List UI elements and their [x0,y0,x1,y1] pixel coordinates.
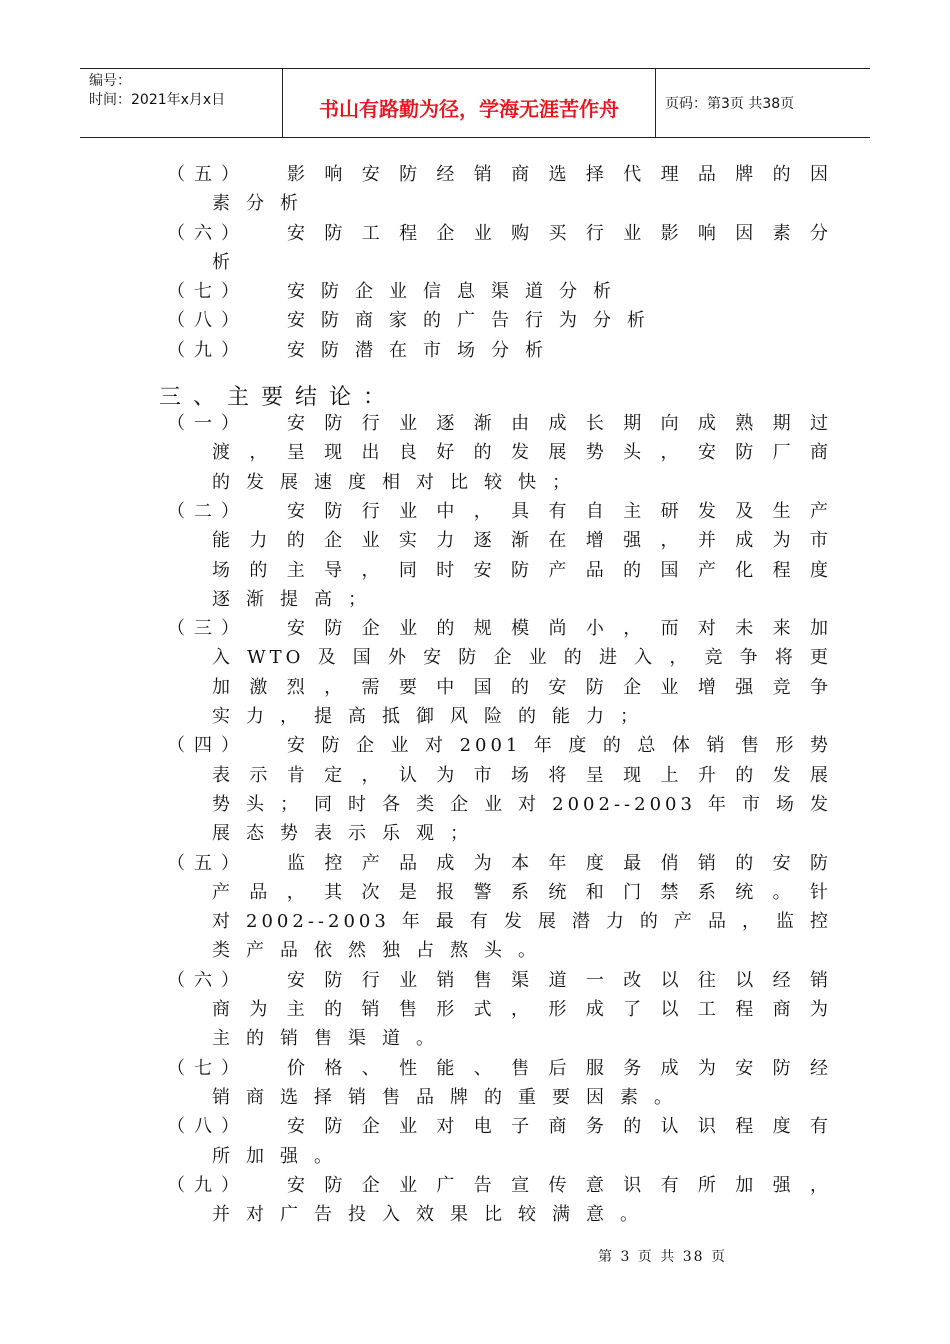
item-number: （一） [167,413,248,435]
item-number: （七） [167,1057,248,1079]
item-line: 安防企业信息渠道分析 [287,281,627,303]
list-item [167,966,832,1054]
item-number: （六） [167,969,248,991]
item-line: 类产品依然独占熬头。 [212,940,552,962]
item-line: 安防行业销售渠道一改以往以经销 [287,969,832,991]
page-header [80,68,870,138]
item-line: 产品，其次是报警系统和门禁系统。针 [212,881,832,903]
item-text [212,219,832,278]
item-line: 安防企业对2001年度的总体销售形势 [287,735,832,757]
list-item [167,277,832,306]
item-line: 素分析 [212,193,314,215]
item-line: 安防商家的广告行为分析 [287,310,661,332]
item-number: （六） [167,222,248,244]
document-body [159,160,832,1229]
list-item [167,497,832,614]
item-number: （三） [167,618,248,640]
item-line: 销商选择销售品牌的重要因素。 [212,1086,688,1108]
header-meta [80,69,283,137]
item-text [212,1112,832,1171]
item-number: （八） [167,310,248,332]
doc-number-label: 编号： [89,73,131,89]
item-line: 表示肯定，认为市场将呈现上升的发展 [212,764,832,786]
item-text [212,731,832,848]
list-item [167,160,832,219]
item-text [212,409,832,497]
item-text [212,614,832,731]
item-number: （九） [167,1174,248,1196]
item-line: 实力，提高抵御风险的能力； [212,706,654,728]
conclusions-list [167,409,832,1229]
header-motto: 书山有路勤为径，学海无涯苦作舟 [283,69,656,137]
list-item [167,336,832,365]
item-line: 入WTO及国外安防企业的进入，竞争将更 [212,647,832,669]
item-line: 加激烈，需要中国的安防企业增强竞争 [212,676,832,698]
item-text [212,849,832,966]
list-item [167,614,832,731]
section-title: 三、主要结论： [159,385,398,411]
item-line: 监控产品成为本年度最俏销的安防 [287,852,832,874]
item-text [212,1171,832,1230]
item-line: 并对广告投入效果比较满意。 [212,1204,654,1226]
outline-list [167,160,832,365]
item-line: 场的主导，同时安防产品的国产化程度 [212,559,832,581]
doc-date: 时间：2021年x月x日 [89,92,226,108]
item-line: 安防企业对电子商务的认识程度有 [287,1116,832,1138]
item-text [287,306,832,335]
item-line: 所加强。 [212,1145,348,1167]
item-line: 析 [212,251,246,273]
item-line: 安防潜在市场分析 [287,339,559,361]
item-text [287,277,832,306]
item-line: 安防行业逐渐由成长期向成熟期过 [287,413,832,435]
list-item [167,731,832,848]
list-item [167,306,832,335]
list-item [167,1171,832,1230]
item-number: （五） [167,164,248,185]
page-footer: 第 3 页 共 38 页 [598,1249,727,1265]
item-text [287,336,832,365]
item-line: 渡，呈现出良好的发展势头，安防厂商 [212,442,832,464]
item-number: （二） [167,500,248,522]
item-line: 安防企业广告宣传意识有所加强， [287,1174,832,1196]
list-item [167,849,832,966]
item-number: （五） [167,852,248,874]
list-item [167,1054,832,1113]
item-text [212,160,832,219]
item-number: （四） [167,735,248,757]
item-line: 逐渐提高； [212,588,382,610]
item-line: 安防企业的规模尚小，而对未来加 [287,618,832,640]
item-number: （八） [167,1116,248,1138]
item-line: 安防工程企业购买行业影响因素分 [287,222,832,244]
item-text [212,1054,832,1113]
item-number: （九） [167,339,248,361]
list-item [167,219,832,278]
item-line: 主的销售渠道。 [212,1028,450,1050]
item-number: （七） [167,281,248,303]
item-line: 势头；同时各类企业对2002--2003年市场发 [212,793,832,815]
item-line: 价格、性能、售后服务成为安防经 [287,1057,832,1079]
item-line: 安防行业中，具有自主研发及生产 [287,500,832,522]
item-line: 能力的企业实力逐渐在增强，并成为市 [212,530,832,552]
item-line: 对2002--2003年最有发展潜力的产品，监控 [212,911,832,933]
item-line: 展态势表示乐观； [212,823,484,845]
item-text [212,966,832,1054]
item-line: 商为主的销售形式，形成了以工程商为 [212,999,832,1021]
item-text [212,497,832,614]
item-line: 影响安防经销商选择代理品牌的因 [287,164,832,185]
item-line: 的发展速度相对比较快； [212,471,586,493]
list-item [167,409,832,497]
list-item [167,1112,832,1171]
header-page-info: 页码：第3页 共38页 [665,96,795,112]
